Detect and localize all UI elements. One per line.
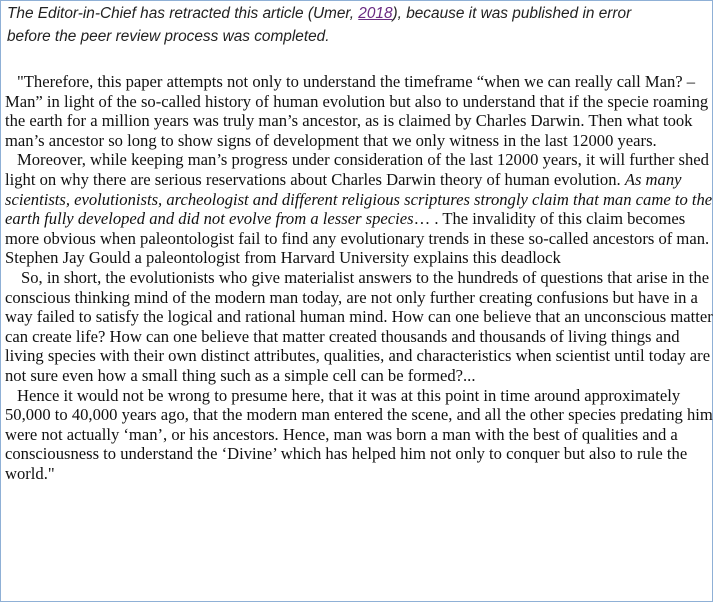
retraction-notice-text: The Editor-in-Chief has retracted this article (Umer,	[7, 5, 359, 22]
paragraph-3	[5, 268, 713, 386]
retraction-notice	[7, 3, 707, 48]
paragraph-1	[5, 72, 713, 150]
retraction-notice-line2: before the peer review process was completed.	[7, 27, 330, 45]
retraction-notice-text-end: ), because it was published in error	[392, 5, 632, 22]
paragraph-2-italic-text: As many scientists, evolutionists, archeologist and different religious scriptures strongly claim that man came to the earth fully developed and did not evolve from a lesser species	[5, 169, 713, 229]
citation-link[interactable]: 2018	[358, 5, 393, 22]
paragraph-3-text: So, in short, the evolutionists who give materialist answers to the hundreds of questions that arise in the conscious thinking mind of the modern man today, are not only further creating confusions but have in a way failed to satisfy the logical and rational human mind. How can one believe that an unconscious matter can create life? How can one believe that matter created thousands and thousands of living things and living species with their own distinct attributes, qualities, and characteristics when scientist until today are not sure even how a small thing such as a simple cell can be formed?...	[5, 267, 713, 385]
paragraph-2-text-start: Moreover, while keeping man’s progress under consideration of the last 12000 years, it will further shed light on why there are serious reservations about Charles Darwin theory of human evolution.	[5, 150, 709, 189]
paragraph-1-text: "Therefore, this paper attempts not only to understand the timeframe “when we can really call Man? – Man” in light of the so-called history of human evolution but also to understand that if the specie roaming the earth for a million years was truly man’s ancestor, as is claimed by Charles Darwin. Then what took man’s ancestor so long to show signs of development that we only witness in the last 12000 years.	[5, 72, 709, 150]
paragraph-4	[5, 386, 713, 484]
paragraph-2-text-end: … . The invalidity of this claim becomes more obvious when paleontologist fail to find any evolutionary trends in these so-called ancestors of man. Stephen Jay Gould a paleontologist from Harvard University explains this deadlock	[5, 209, 710, 268]
quoted-passage	[5, 72, 713, 483]
paragraph-2	[5, 150, 713, 268]
paragraph-4-text: Hence it would not be wrong to presume here, that it was at this point in time around approximately 50,000 to 40,000 years ago, that the modern man entered the scene, and all the other species predating him were not actually ‘man’, or his ancestors. Hence, man was born a man with the best of qualities and a consciousness to understand the ‘Divine’ which has helped him not only to conquer but also to rule the world."	[5, 385, 713, 483]
